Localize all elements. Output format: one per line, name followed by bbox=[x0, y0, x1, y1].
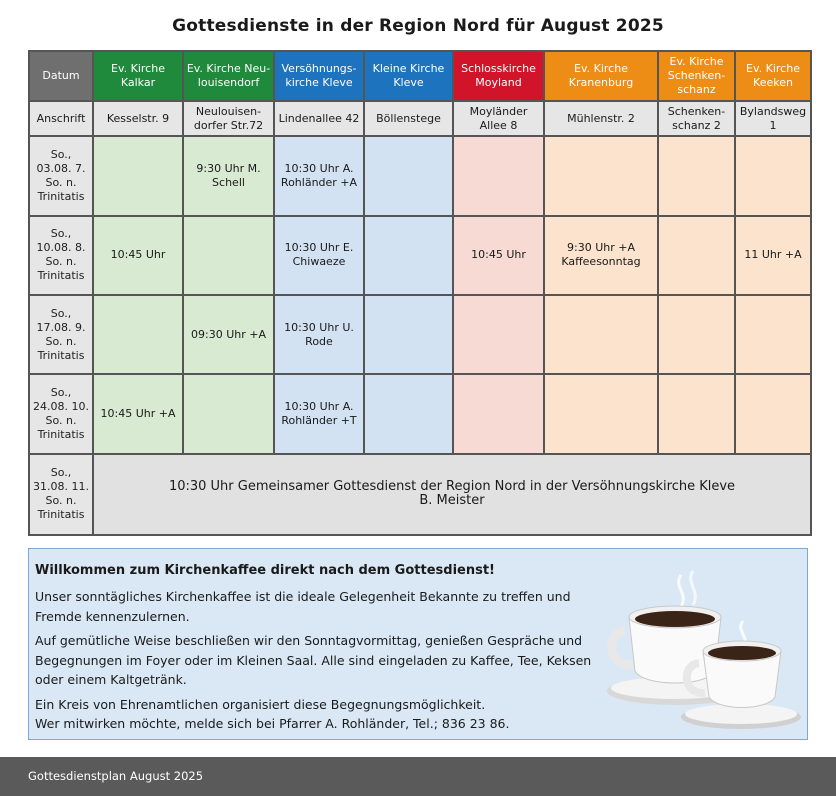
joint-service-preacher: B. Meister bbox=[419, 493, 485, 509]
address-cell: Mühlenstr. 2 bbox=[544, 101, 658, 137]
service-cell bbox=[93, 295, 183, 374]
church-header-versoehnungskirche: Versöhnungs-kirche Kleve bbox=[274, 51, 364, 101]
service-cell bbox=[544, 136, 658, 215]
church-header-row bbox=[29, 51, 811, 101]
service-cell bbox=[453, 374, 544, 453]
service-cell: 10:45 Uhr bbox=[453, 216, 544, 295]
service-date: So., 03.08. 7. So. n. Trinitatis bbox=[29, 136, 93, 215]
church-coffee-heading: Willkommen zum Kirchenkaffee direkt nach dem Gottesdienst! bbox=[35, 563, 495, 578]
church-header-moyland: Schlosskirche Moyland bbox=[453, 51, 544, 101]
service-cell bbox=[658, 136, 735, 215]
info-paragraph: Auf gemütliche Weise beschließen wir den Sonntagvormittag, genießen Gespräche und Begegnungen im Foyer oder im Kleinen Saal. Alle sind eingeladen zu Kaffee, Tee, Keksen oder einem Kaltgetränk. bbox=[35, 633, 592, 687]
church-header-kalkar: Ev. Kirche Kalkar bbox=[93, 51, 183, 101]
service-row bbox=[29, 295, 811, 374]
service-cell: 09:30 Uhr +A bbox=[183, 295, 274, 374]
address-row bbox=[29, 101, 811, 137]
service-cell bbox=[453, 136, 544, 215]
service-row bbox=[29, 136, 811, 215]
service-cell: 9:30 Uhr +A Kaffeesonntag bbox=[544, 216, 658, 295]
church-header-kleine-kirche: Kleine Kirche Kleve bbox=[364, 51, 453, 101]
joint-service-text: 10:30 Uhr Gemeinsamer Gottesdienst der Region Nord in der Versöhnungskirche Kleve bbox=[168, 479, 736, 495]
joint-service-row bbox=[29, 454, 811, 535]
service-cell bbox=[93, 136, 183, 215]
info-paragraph: Ein Kreis von Ehrenamtlichen organisiert diese Begegnungsmöglichkeit. bbox=[35, 696, 486, 712]
church-header-neulouisendorf: Ev. Kirche Neu-louisendorf bbox=[183, 51, 274, 101]
service-cell bbox=[658, 374, 735, 453]
service-date: So., 17.08. 9. So. n. Trinitatis bbox=[29, 295, 93, 374]
service-cell bbox=[364, 216, 453, 295]
service-cell: 10:30 Uhr A. Rohländer +A bbox=[274, 136, 364, 215]
coffee-cups-icon bbox=[603, 563, 803, 733]
service-cell bbox=[735, 295, 811, 374]
service-cell bbox=[453, 295, 544, 374]
service-cell bbox=[735, 136, 811, 215]
service-cell: 10:30 Uhr A. Rohländer +T bbox=[274, 374, 364, 453]
address-cell: Kesselstr. 9 bbox=[93, 101, 183, 137]
church-header-schenkenschanz: Ev. Kirche Schenken-schanz bbox=[658, 51, 735, 101]
church-header-keeken: Ev. Kirche Keeken bbox=[735, 51, 811, 101]
church-coffee-box bbox=[28, 548, 808, 740]
service-row bbox=[29, 374, 811, 453]
service-cell: 10:30 Uhr E. Chiwaeze bbox=[274, 216, 364, 295]
service-cell: 10:45 Uhr bbox=[93, 216, 183, 295]
service-cell bbox=[658, 216, 735, 295]
service-cell bbox=[364, 374, 453, 453]
address-cell: Böllenstege bbox=[364, 101, 453, 137]
service-schedule-table bbox=[28, 50, 812, 536]
service-cell bbox=[735, 374, 811, 453]
service-row bbox=[29, 216, 811, 295]
footer-bar bbox=[0, 757, 836, 796]
service-cell bbox=[364, 295, 453, 374]
service-cell: 10:45 Uhr +A bbox=[93, 374, 183, 453]
address-cell: Neulouisen-dorfer Str.72 bbox=[183, 101, 274, 137]
service-cell bbox=[544, 374, 658, 453]
church-coffee-text bbox=[35, 587, 595, 734]
service-cell bbox=[364, 136, 453, 215]
service-date: So., 24.08. 10. So. n. Trinitatis bbox=[29, 374, 93, 453]
footer-text: Gottesdienstplan August 2025 bbox=[28, 769, 204, 783]
service-cell: 9:30 Uhr M. Schell bbox=[183, 136, 274, 215]
service-cell: 11 Uhr +A bbox=[735, 216, 811, 295]
service-cell bbox=[544, 295, 658, 374]
address-cell: Moyländer Allee 8 bbox=[453, 101, 544, 137]
info-paragraph: Unser sonntägliches Kirchenkaffee ist die ideale Gelegenheit Bekannte zu treffen und Fremde kennenzulernen. bbox=[35, 589, 571, 624]
service-cell bbox=[658, 295, 735, 374]
address-cell: Bylandsweg 1 bbox=[735, 101, 811, 137]
service-date: So., 31.08. 11. So. n. Trinitatis bbox=[29, 454, 93, 535]
church-header-kranenburg: Ev. Kirche Kranenburg bbox=[544, 51, 658, 101]
address-label: Anschrift bbox=[29, 101, 93, 137]
service-cell: 10:30 Uhr U. Rode bbox=[274, 295, 364, 374]
address-cell: Lindenallee 42 bbox=[274, 101, 364, 137]
page-title: Gottesdienste in der Region Nord für August 2025 bbox=[172, 16, 664, 36]
joint-service-cell bbox=[93, 454, 811, 535]
date-column-header: Datum bbox=[29, 51, 93, 101]
service-cell bbox=[183, 374, 274, 453]
service-date: So., 10.08. 8. So. n. Trinitatis bbox=[29, 216, 93, 295]
address-cell: Schenken-schanz 2 bbox=[658, 101, 735, 137]
service-cell bbox=[183, 216, 274, 295]
info-paragraph: Wer mitwirken möchte, melde sich bei Pfarrer A. Rohländer, Tel.; 836 23 86. bbox=[35, 716, 510, 731]
